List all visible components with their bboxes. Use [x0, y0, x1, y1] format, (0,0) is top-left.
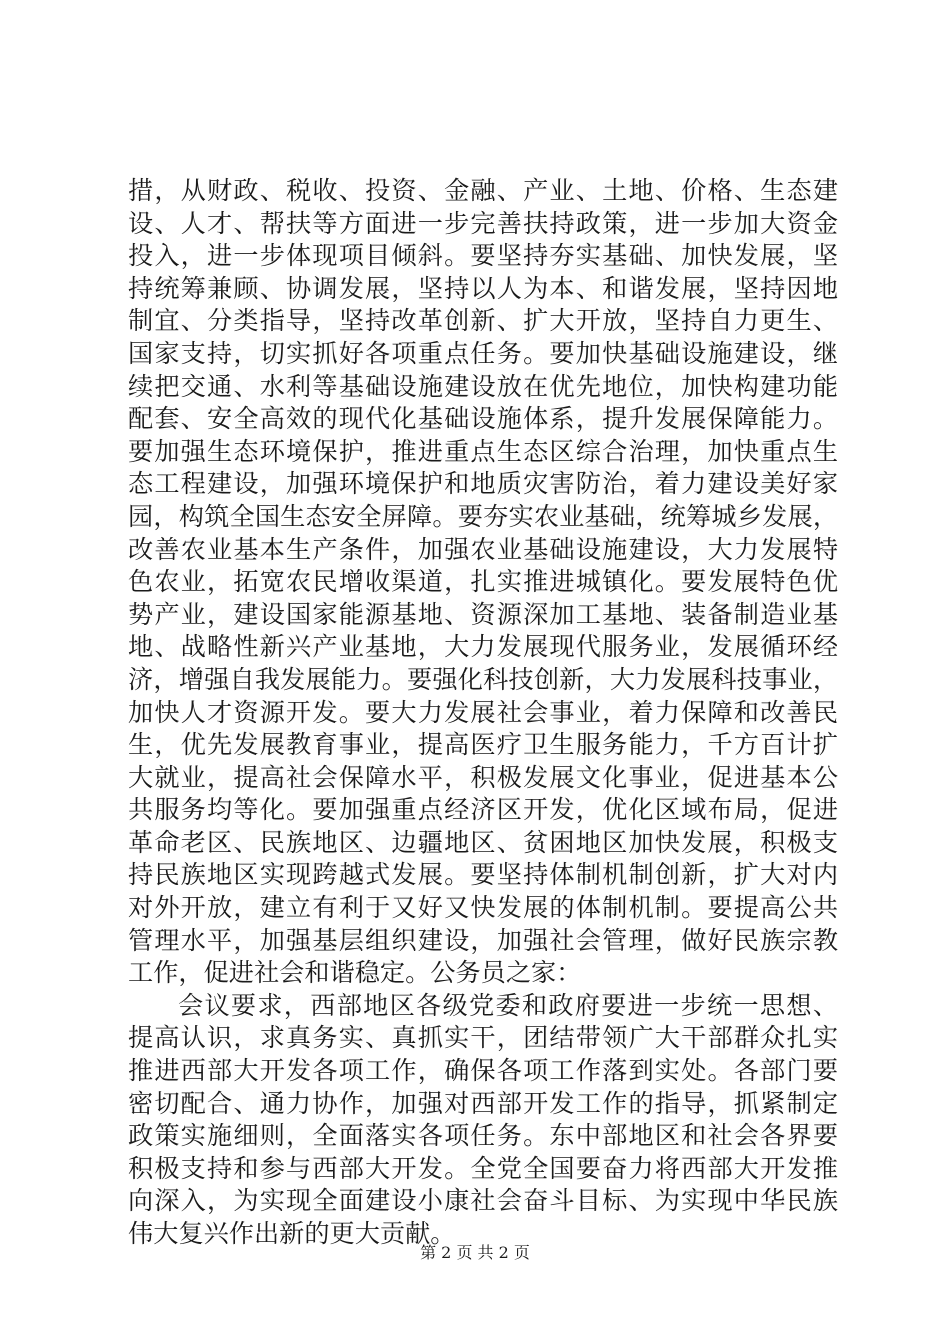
- text-line: 政策实施细则，全面落实各项任务。东中部地区和社会各界要: [128, 1121, 838, 1151]
- text-line: 配套、安全高效的现代化基础设施体系，提升发展保障能力。: [128, 404, 838, 434]
- text-line: 革命老区、民族地区、边疆地区、贫困地区加快发展，积极支: [128, 827, 838, 857]
- text-line: 续把交通、水利等基础设施建设放在优先地位，加快构建功能: [128, 371, 838, 401]
- text-line: 态工程建设，加强环境保护和地质灾害防治，着力建设美好家: [128, 469, 838, 499]
- text-line: 加快人才资源开发。要大力发展社会事业，着力保障和改善民: [128, 697, 838, 727]
- text-line: 伟大复兴作出新的更大贡献。: [128, 1219, 456, 1248]
- text-line: 持统筹兼顾、协调发展，坚持以人为本、和谐发展，坚持因地: [128, 273, 838, 303]
- page-number-footer: 第 2 页 共 2 页: [420, 1243, 530, 1262]
- text-line: 措，从财政、税收、投资、金融、产业、土地、价格、生态建: [128, 176, 838, 205]
- text-line: 对外开放，建立有利于又好又快发展的体制机制。要提高公共: [128, 893, 838, 923]
- text-line: 投入，进一步体现项目倾斜。要坚持夯实基础、加快发展，坚: [128, 241, 838, 271]
- text-line: 生，优先发展教育事业，提高医疗卫生服务能力，千方百计扩: [128, 730, 838, 760]
- text-line: 制宜、分类指导，坚持改革创新、扩大开放，坚持自力更生、: [128, 306, 838, 336]
- text-line: 济，增强自我发展能力。要强化科技创新，大力发展科技事业，: [128, 664, 838, 694]
- document-body: [128, 175, 838, 1251]
- text-line: 持民族地区实现跨越式发展。要坚持体制机制创新，扩大对内: [128, 860, 838, 890]
- text-line: 工作，促进社会和谐稳定。公务员之家：: [128, 958, 582, 988]
- text-line: 管理水平，加强基层组织建设，加强社会管理，做好民族宗教: [128, 925, 838, 955]
- text-line: 色农业，拓宽农民增收渠道，扎实推进城镇化。要发展特色优: [128, 567, 838, 597]
- text-line: 提高认识，求真务实、真抓实干，团结带领广大干部群众扎实: [128, 1023, 838, 1053]
- text-line: 密切配合、通力协作，加强对西部开发工作的指导，抓紧制定: [128, 1088, 838, 1118]
- text-line: 积极支持和参与西部大开发。全党全国要奋力将西部大开发推: [128, 1153, 838, 1183]
- text-line: 园，构筑全国生态安全屏障。要夯实农业基础，统筹城乡发展，: [128, 501, 838, 531]
- text-line: 向深入，为实现全面建设小康社会奋斗目标、为实现中华民族: [128, 1186, 838, 1216]
- paragraph-1: [128, 175, 838, 990]
- text-line: 会议要求，西部地区各级党委和政府要进一步统一思想、: [178, 990, 838, 1020]
- text-line: 要加强生态环境保护，推进重点生态区综合治理，加快重点生: [128, 436, 838, 466]
- paragraph-2: [128, 990, 838, 1251]
- text-line: 地、战略性新兴产业基地，大力发展现代服务业，发展循环经: [128, 632, 838, 662]
- text-line: 改善农业基本生产条件，加强农业基础设施建设，大力发展特: [128, 534, 838, 564]
- text-line: 共服务均等化。要加强重点经济区开发，优化区域布局，促进: [128, 795, 838, 825]
- text-line: 国家支持，切实抓好各项重点任务。要加快基础设施建设，继: [128, 338, 838, 368]
- text-line: 势产业，建设国家能源基地、资源深加工基地、装备制造业基: [128, 599, 838, 629]
- text-line: 大就业，提高社会保障水平，积极发展文化事业，促进基本公: [128, 762, 838, 792]
- text-line: 设、人才、帮扶等方面进一步完善扶持政策，进一步加大资金: [128, 208, 838, 238]
- text-line: 推进西部大开发各项工作，确保各项工作落到实处。各部门要: [128, 1056, 838, 1086]
